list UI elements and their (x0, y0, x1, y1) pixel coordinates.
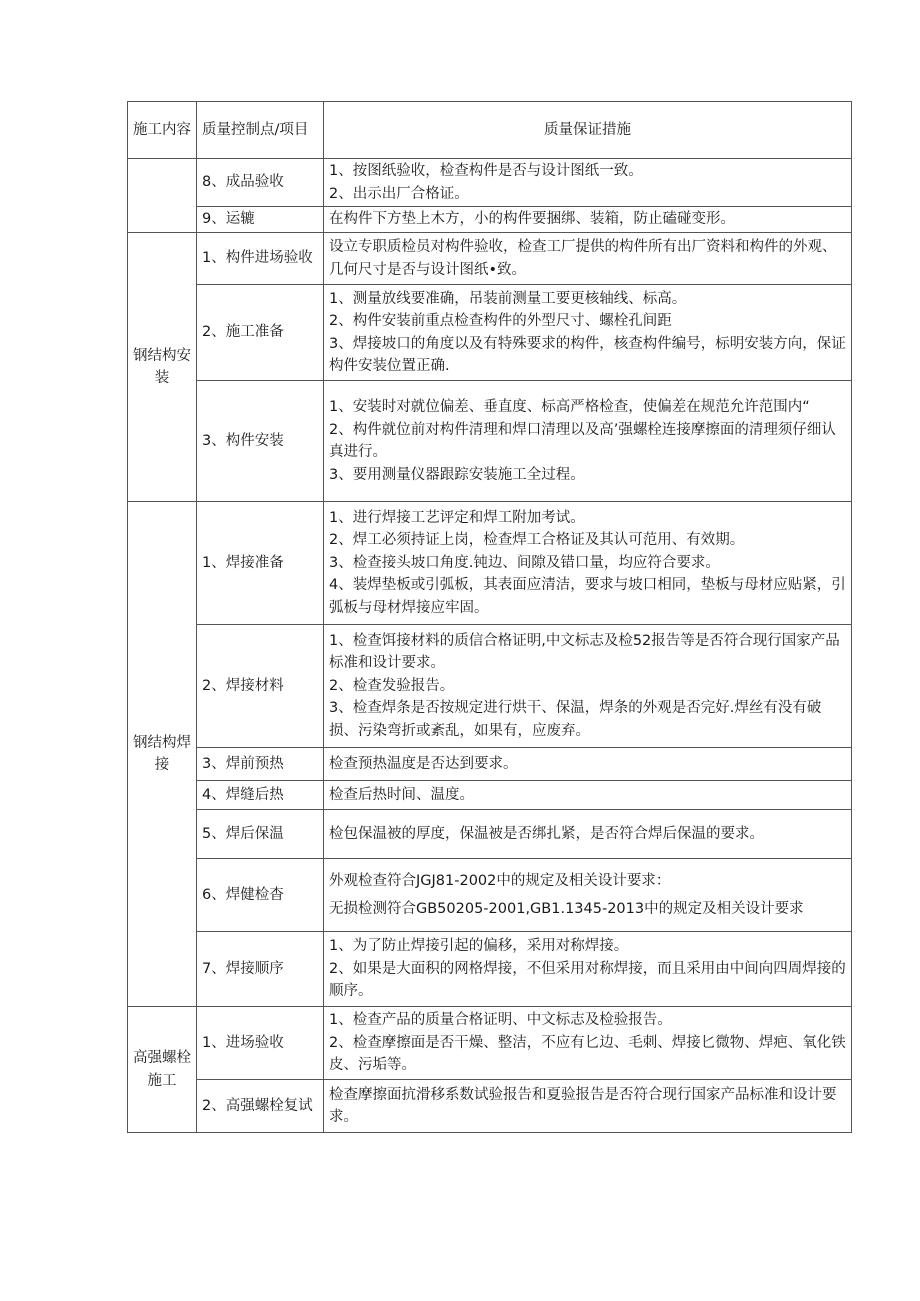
measures-cell (324, 233, 852, 285)
header-assurance-measures: 质量保证措施 (324, 102, 852, 159)
control-item: 3、焊前预热 (197, 748, 324, 781)
control-item: 3、构件安装 (197, 381, 324, 502)
measures-cell (324, 932, 852, 1007)
table-row (128, 1007, 852, 1080)
table-row (128, 810, 852, 859)
measure-line: 2、构件安装前重点检查构件的外型尺寸、螺栓孔间距 (329, 313, 672, 329)
control-item: 2、施工准备 (197, 285, 324, 381)
control-item: 1、焊接准备 (197, 502, 324, 625)
control-item: 1、进场验收 (197, 1007, 324, 1080)
section-name: 高强螺栓施工 (128, 1007, 197, 1133)
control-item: 1、构件进场验收 (197, 233, 324, 285)
section-name: 钢结构安装 (128, 233, 197, 502)
section-name (128, 159, 197, 233)
measures-cell (324, 748, 852, 781)
measure-line: 3、要用测量仪器跟踪安装施工全过程。 (329, 466, 585, 483)
measure-line: 1、测量放线要准确，吊装前测量工要更核轴线、标高。 (329, 290, 687, 307)
measure-line: 2、如果是大面积的网格焊接，不但采用对称焊接，而且采用由中间向四周焊接的顺序。 (329, 960, 846, 1000)
measure-line: 1、进行焊接工艺评定和焊工附加考试。 (329, 509, 585, 526)
table-header-row (128, 102, 852, 159)
control-item: 8、成品验收 (197, 159, 324, 207)
table-row (128, 932, 852, 1007)
header-control-point: 质量控制点/项目 (197, 102, 324, 159)
measure-line: 设立专职质检员对构件验收，检查工厂提供的构件所有出厂资料和构件的外观、几何尺寸是否与设计图纸•致。 (329, 239, 837, 278)
measures-cell (324, 381, 852, 502)
measure-line: 1、按图纸验收，检查构件是否与设计图纸一致。 (329, 163, 643, 179)
control-item: 6、焊健检杳 (197, 859, 324, 932)
measure-line: 在构件下方垫上木方，小的构件要捆绑、装箱，防止磕碰变形。 (329, 211, 735, 228)
measure-line: 3、焊接坡口的角度以及有特殊要求的构件，核查构件编号，标明安装方向，保证构件安装位置正确. (329, 335, 846, 374)
measure-line: 外观检查符合JGJ81-2002中的规定及相关设计要求： (329, 873, 671, 889)
table-row (128, 285, 852, 381)
measures-cell (324, 159, 852, 207)
measures-cell (324, 625, 852, 748)
table-row (128, 159, 852, 207)
control-item: 7、焊接顺序 (197, 932, 324, 1007)
control-item: 2、高强螺栓复试 (197, 1080, 324, 1133)
table-row (128, 748, 852, 781)
measures-cell (324, 1007, 852, 1080)
measure-line: 2、检查发验报告。 (329, 677, 455, 694)
measure-line: 3、检查接头坡口角度.钝边、间隙及错口量，均应符合要求。 (329, 554, 720, 571)
measures-cell (324, 781, 852, 810)
measures-cell (324, 1080, 852, 1133)
measure-line: 检包保温被的厚度，保温被是否绑扎紧，是否符合焊后保温的要求。 (329, 825, 764, 842)
control-item: 2、焊接材料 (197, 625, 324, 748)
control-item: 4、焊缝后热 (197, 781, 324, 810)
header-construction-content: 施工内容 (128, 102, 197, 159)
table-row (128, 207, 852, 233)
measure-line: 1、安装时对就位偏差、垂直度、标高严格检查，使偏差在规范允许范围内“ (329, 399, 810, 415)
measures-cell (324, 285, 852, 381)
section-name: 钢结构焊接 (128, 502, 197, 1007)
table-row (128, 381, 852, 502)
measure-line: 2、构件就位前对构件清理和焊口清理以及高’强螺栓连接摩擦面的清理须仔细认真进行。 (329, 421, 836, 460)
measures-cell (324, 207, 852, 233)
measure-line: 检查摩擦面抗滑移系数试验报告和夏验报告是否符合现行国家产品标准和设计要求。 (329, 1086, 837, 1125)
measure-line: 2、出示出厂合格证。 (329, 185, 469, 202)
table-row (128, 625, 852, 748)
control-item: 5、焊后保温 (197, 810, 324, 859)
quality-control-table (127, 101, 852, 1133)
measure-line: 2、焊工必须持证上岗，检查焊工合格证及其认可范用、有效期。 (329, 532, 745, 549)
measure-line: 1、检查产品的质量合格证明、中文标志及检验报告。 (329, 1012, 672, 1029)
measure-line: 2、检查摩擦面是否干燥、整洁，不应有匕边、毛刺、焊接匕微物、焊疤、氧化铁皮、污垢等。 (329, 1034, 846, 1074)
measure-line: 无损检测符合GB50205-2001,GB1.1345-2013中的规定及相关设计要求 (329, 901, 804, 917)
table-row (128, 781, 852, 810)
measures-cell (324, 859, 852, 932)
measure-line: 4、装焊垫板或引弧板，其表面应清洁，要求与坡口相同，垫板与母材应贴紧，引弧板与母材焊接应牢固。 (329, 577, 846, 616)
control-item: 9、运辘 (197, 207, 324, 233)
measures-cell (324, 810, 852, 859)
table-row (128, 233, 852, 285)
table-row (128, 1080, 852, 1133)
table-row (128, 859, 852, 932)
measure-line: 1、为了防止焊接引起的偏移，采用对称焊接。 (329, 938, 629, 955)
measures-cell (324, 502, 852, 625)
measure-line: 检查预热温度是否达到要求。 (329, 755, 518, 772)
measure-line: 3、检查焊条是否按规定进行烘干、保温，焊条的外观是否完好.焊丝有没有破损、污染弯折或紊乱，如果有，应废弃。 (329, 700, 822, 739)
table-row (128, 502, 852, 625)
measure-line: 1、检查饵接材料的质信合格证明,中文标志及检52报告等是否符合现行国家产品标准和设计要求。 (329, 632, 840, 672)
measure-line: 检查后热时间、温度。 (329, 786, 474, 803)
